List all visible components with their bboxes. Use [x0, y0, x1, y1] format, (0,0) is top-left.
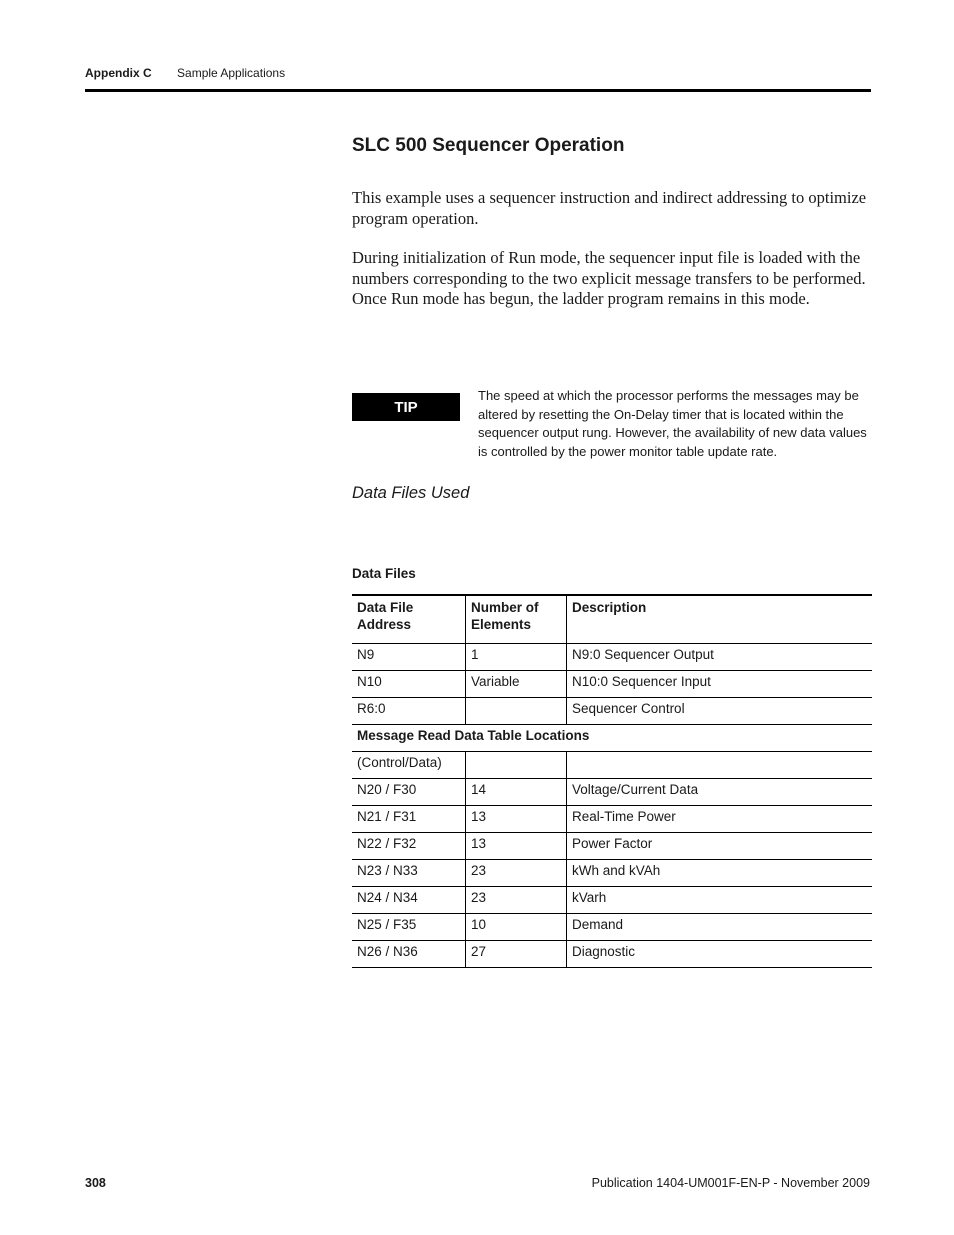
figure-caption: Data Files Used: [352, 484, 470, 502]
cell-elements: 10: [466, 914, 567, 941]
table-row: [352, 671, 872, 698]
tip-label: TIP: [352, 393, 460, 421]
table-row: [352, 860, 872, 887]
cell-address: N10: [352, 671, 466, 698]
table-row: [352, 779, 872, 806]
cell-address: N20 / F30: [352, 779, 466, 806]
data-files-table: [352, 594, 872, 968]
cell-elements: 13: [466, 833, 567, 860]
cell-address: N23 / N33: [352, 860, 466, 887]
cell-address: N24 / N34: [352, 887, 466, 914]
intro-paragraph: This example uses a sequencer instruction and indirect addressing to optimize program operation.: [352, 188, 867, 228]
cell-description: Real-Time Power: [567, 806, 873, 833]
cell-elements: 13: [466, 806, 567, 833]
cell-elements: Variable: [466, 671, 567, 698]
cell-elements: 23: [466, 887, 567, 914]
cell-elements: [466, 698, 567, 725]
table-subsection-row: [352, 725, 872, 752]
table-header-row: [352, 595, 872, 644]
cell-elements: 27: [466, 941, 567, 968]
column-header-description: Description: [567, 595, 873, 644]
run-mode-paragraph: During initialization of Run mode, the sequencer input file is loaded with the numbers corresponding to the two explicit message transfers to be performed. Once Run mode has begun, the ladder program remains in this mode.: [352, 248, 866, 308]
cell-elements: [466, 752, 567, 779]
header-divider: [85, 89, 871, 92]
cell-address: (Control/Data): [352, 752, 466, 779]
cell-address: N26 / N36: [352, 941, 466, 968]
cell-description: Power Factor: [567, 833, 873, 860]
table-row: [352, 914, 872, 941]
table-row: [352, 941, 872, 968]
cell-description: Voltage/Current Data: [567, 779, 873, 806]
column-header-elements: Number of Elements: [466, 595, 567, 644]
header-chapter: Sample Applications: [177, 66, 286, 80]
cell-description: Sequencer Control: [567, 698, 873, 725]
table-row: [352, 752, 872, 779]
cell-elements: 1: [466, 644, 567, 671]
cell-address: N22 / F32: [352, 833, 466, 860]
publication-info: Publication 1404-UM001F-EN-P - November 2009: [591, 1176, 870, 1190]
cell-elements: 14: [466, 779, 567, 806]
cell-address: N21 / F31: [352, 806, 466, 833]
cell-address: N25 / F35: [352, 914, 466, 941]
table-title: Data Files: [352, 566, 416, 581]
cell-description: kWh and kVAh: [567, 860, 873, 887]
cell-description: Demand: [567, 914, 873, 941]
column-header-address: Data File Address: [352, 595, 466, 644]
tip-text: The speed at which the processor performs the messages may be altered by resetting the On-Delay timer that is located within the sequencer output rung. However, the availability of new data values is controlled by the power monitor table update rate.: [478, 388, 867, 459]
cell-description: N10:0 Sequencer Input: [567, 671, 873, 698]
subsection-heading: Message Read Data Table Locations: [352, 725, 872, 752]
header-section: Appendix C: [85, 66, 152, 80]
table-row: [352, 698, 872, 725]
running-header: [85, 66, 285, 80]
section-title: SLC 500 Sequencer Operation: [352, 135, 625, 156]
cell-description: N9:0 Sequencer Output: [567, 644, 873, 671]
cell-description: Diagnostic: [567, 941, 873, 968]
page-number: 308: [85, 1176, 106, 1190]
cell-elements: 23: [466, 860, 567, 887]
table-row: [352, 806, 872, 833]
cell-address: N9: [352, 644, 466, 671]
cell-description: [567, 752, 873, 779]
cell-address: R6:0: [352, 698, 466, 725]
table-row: [352, 833, 872, 860]
cell-description: kVarh: [567, 887, 873, 914]
table-row: [352, 887, 872, 914]
table-row: [352, 644, 872, 671]
